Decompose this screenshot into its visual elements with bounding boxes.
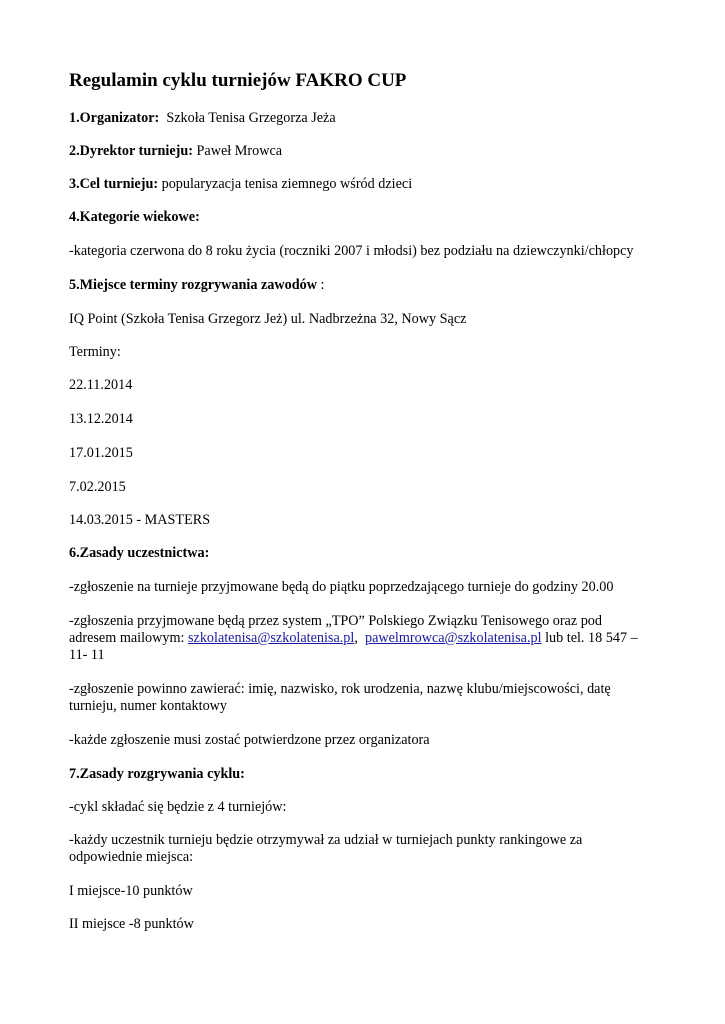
date-item: 13.12.2014: [69, 411, 133, 427]
participation-rule-2-line-1: -zgłoszenia przyjmowane będą przez system „TPO” Polskiego Związku Tenisowego oraz pod: [69, 613, 602, 629]
participation-rule-3: [69, 681, 669, 715]
email-separator: ,: [354, 630, 358, 646]
place-points-2: II miejsce -8 punktów: [69, 916, 194, 932]
participation-rule-3-line-1: -zgłoszenie powinno zawierać: imię, nazwisko, rok urodzenia, nazwę klubu/miejscowości, datę: [69, 681, 611, 697]
goal-paragraph: [69, 176, 669, 193]
organizer-label: 1.Organizator:: [69, 110, 160, 126]
cycle-rule-1: -cykl składać się będzie z 4 turniejów:: [69, 799, 287, 815]
participation-heading: [69, 545, 669, 562]
participation-rule-3-line-2: turnieju, numer kontaktowy: [69, 698, 228, 714]
participation-rule-1: -zgłoszenie na turnieje przyjmowane będą do piątku poprzedzającego turnieje do godziny 20.00: [69, 579, 614, 595]
participation-rule-2-line-2: [69, 630, 669, 647]
venue-suffix: :: [316, 277, 325, 293]
document-title: Regulamin cyklu turniejów FAKRO CUP: [69, 70, 407, 91]
categories-text: -kategoria czerwona do 8 roku życia (roczniki 2007 i młodsi) bez podziału na dziewczynki/chłopcy: [69, 243, 634, 259]
categories-label: 4.Kategorie wiekowe:: [69, 209, 200, 225]
goal-value: popularyzacja tenisa ziemnego wśród dzieci: [161, 176, 413, 192]
email-link-school[interactable]: szkolatenisa@szkolatenisa.pl: [188, 630, 355, 646]
phone-text: lub tel. 18 547 –: [541, 630, 638, 646]
venue-label: 5.Miejsce terminy rozgrywania zawodów: [69, 277, 317, 293]
categories-heading: [69, 209, 669, 226]
organizer-paragraph: [69, 110, 669, 127]
director-label: 2.Dyrektor turnieju:: [69, 143, 193, 159]
organizer-value: Szkoła Tenisa Grzegorza Jeża: [166, 110, 336, 126]
goal-label: 3.Cel turnieju:: [69, 176, 159, 192]
email-link-director[interactable]: pawelmrowca@szkolatenisa.pl: [364, 630, 542, 646]
date-item: 22.11.2014: [69, 377, 133, 393]
venue-address: IQ Point (Szkoła Tenisa Grzegorz Jeż) ul. Nadbrzeżna 32, Nowy Sącz: [69, 311, 467, 327]
date-item-masters: 14.03.2015 - MASTERS: [69, 512, 211, 528]
cycle-rule-2-line-1: -każdy uczestnik turnieju będzie otrzymywał za udział w turniejach punkty rankingowe za: [69, 832, 583, 848]
cycle-label: 7.Zasady rozgrywania cyklu:: [69, 766, 245, 782]
director-paragraph: [69, 143, 669, 160]
participation-rule-4: -każde zgłoszenie musi zostać potwierdzone przez organizatora: [69, 732, 430, 748]
dates-label: Terminy:: [69, 344, 121, 360]
participation-rule-2: [69, 613, 669, 664]
participation-label: 6.Zasady uczestnictwa:: [69, 545, 210, 561]
place-points-1: I miejsce-10 punktów: [69, 883, 193, 899]
cycle-rule-2: [69, 832, 669, 866]
email-prefix: adresem mailowym:: [69, 630, 185, 646]
date-item: 7.02.2015: [69, 479, 126, 495]
venue-heading: [69, 277, 669, 294]
participation-rule-2-line-3: 11- 11: [69, 647, 105, 663]
date-item: 17.01.2015: [69, 445, 133, 461]
director-value: Paweł Mrowca: [196, 143, 283, 159]
cycle-heading: [69, 766, 669, 783]
cycle-rule-2-line-2: odpowiednie miejsca:: [69, 849, 194, 865]
